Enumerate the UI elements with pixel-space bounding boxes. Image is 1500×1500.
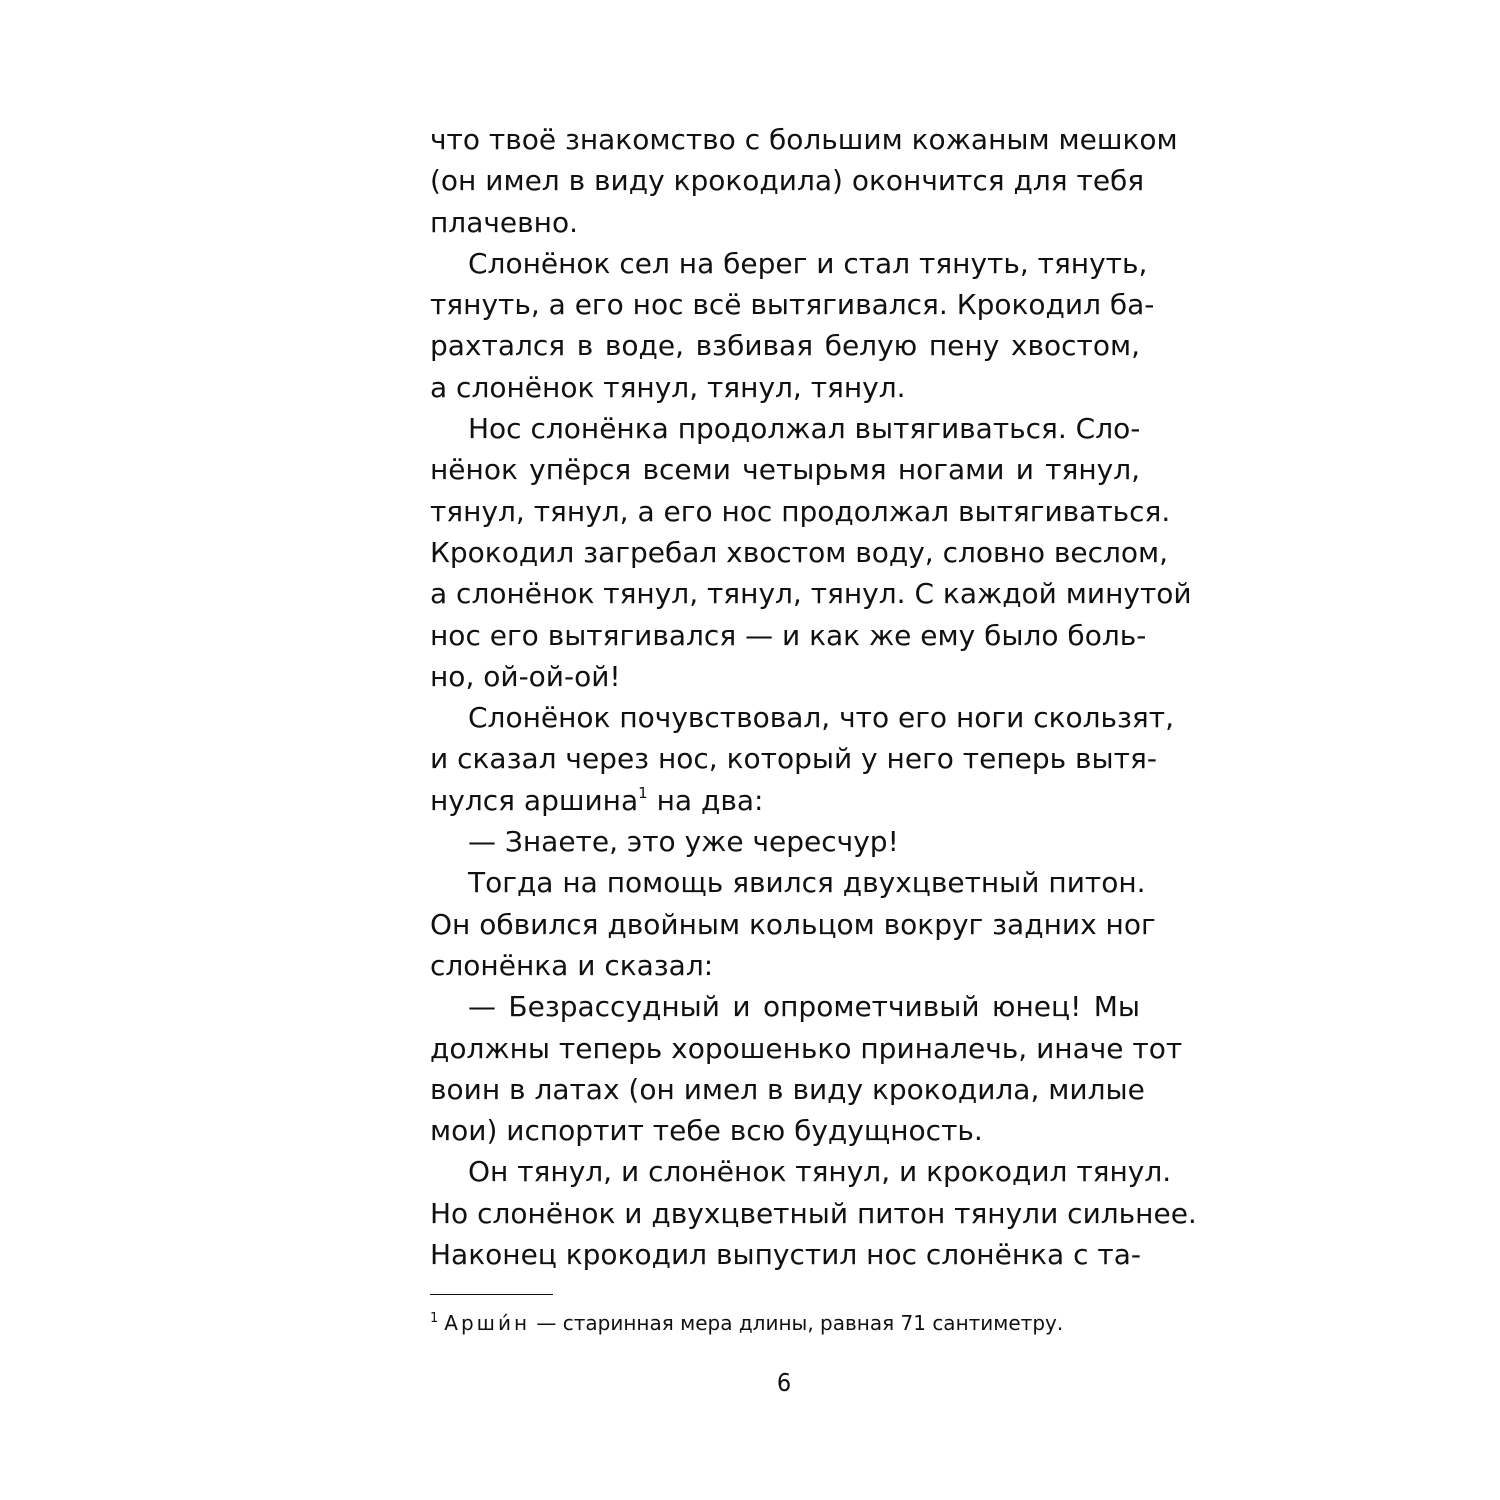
text-line: Он обвился двойным кольцом вокруг задних ног — [430, 907, 1156, 941]
text-line: должны теперь хорошенько приналечь, иначе тот — [430, 1031, 1183, 1065]
text-line: нёнок упёрся всеми четырьмя ногами и тянул, — [430, 453, 1140, 487]
text-line: тянул, тянул, а его нос продолжал вытягиваться. — [430, 494, 1171, 528]
text-line: что твоё знакомство с большим кожаным мешком — [430, 123, 1178, 156]
text-line: Но слонёнок и двухцветный питон тянули сильнее. — [430, 1196, 1197, 1230]
text-line: Слонёнок сел на берег и стал тянуть, тянуть, — [468, 246, 1148, 280]
text-line: Он тянул, и слонёнок тянул, и крокодил тянул. — [468, 1155, 1172, 1189]
text-line: а слонёнок тянул, тянул, тянул. — [430, 370, 906, 404]
footnote-reference: 1 — [638, 783, 648, 802]
footnote-divider — [430, 1294, 553, 1295]
text-line: слонёнка и сказал: — [430, 948, 714, 982]
text-line: (он имел в виду крокодила) окончится для тебя — [430, 164, 1145, 198]
text-line: Крокодил загребал хвостом воду, словно веслом, — [430, 535, 1169, 569]
text-fragment: на два: — [647, 783, 764, 817]
text-line: а слонёнок тянул, тянул, тянул. С каждой минутой — [430, 577, 1192, 611]
footnote-term: Арши́н — [444, 1311, 531, 1335]
text-line: плачевно. — [430, 205, 578, 239]
text-line: и сказал через нос, который у него теперь вытя- — [430, 742, 1157, 776]
text-fragment: нулся аршина — [430, 783, 639, 817]
text-line: нос его вытягивался — и как же ему было боль- — [430, 618, 1147, 652]
text-line: — Безрассудный и опрометчивый юнец! Мы — [468, 990, 1140, 1024]
footnote-marker: 1 — [430, 1311, 439, 1326]
text-line-with-footnote-ref — [430, 780, 1140, 821]
footnote — [430, 1308, 1142, 1338]
text-line: воин в латах (он имел в виду крокодила, милые — [430, 1072, 1145, 1106]
text-line: Тогда на помощь явился двухцветный питон. — [468, 866, 1146, 900]
text-line: Слонёнок почувствовал, что его ноги скользят, — [468, 701, 1174, 735]
text-line: мои) испортит тебе всю будущность. — [430, 1114, 983, 1148]
text-line: Нос слонёнка продолжал вытягиваться. Сло- — [468, 412, 1141, 446]
text-line: рахтался в воде, взбивая белую пену хвостом, — [430, 329, 1140, 363]
text-line: но, ой-ой-ой! — [430, 659, 621, 693]
body-text — [430, 119, 1197, 1275]
text-line: Наконец крокодил выпустил нос слонёнка с та- — [430, 1238, 1141, 1272]
footnote-definition: — старинная мера длины, равная 71 сантиметру. — [530, 1311, 1064, 1335]
text-line: тянуть, а его нос всё вытягивался. Крокодил ба- — [430, 288, 1155, 322]
page-number: 6 — [776, 1368, 792, 1397]
text-line: — Знаете, это уже чересчур! — [468, 825, 899, 859]
